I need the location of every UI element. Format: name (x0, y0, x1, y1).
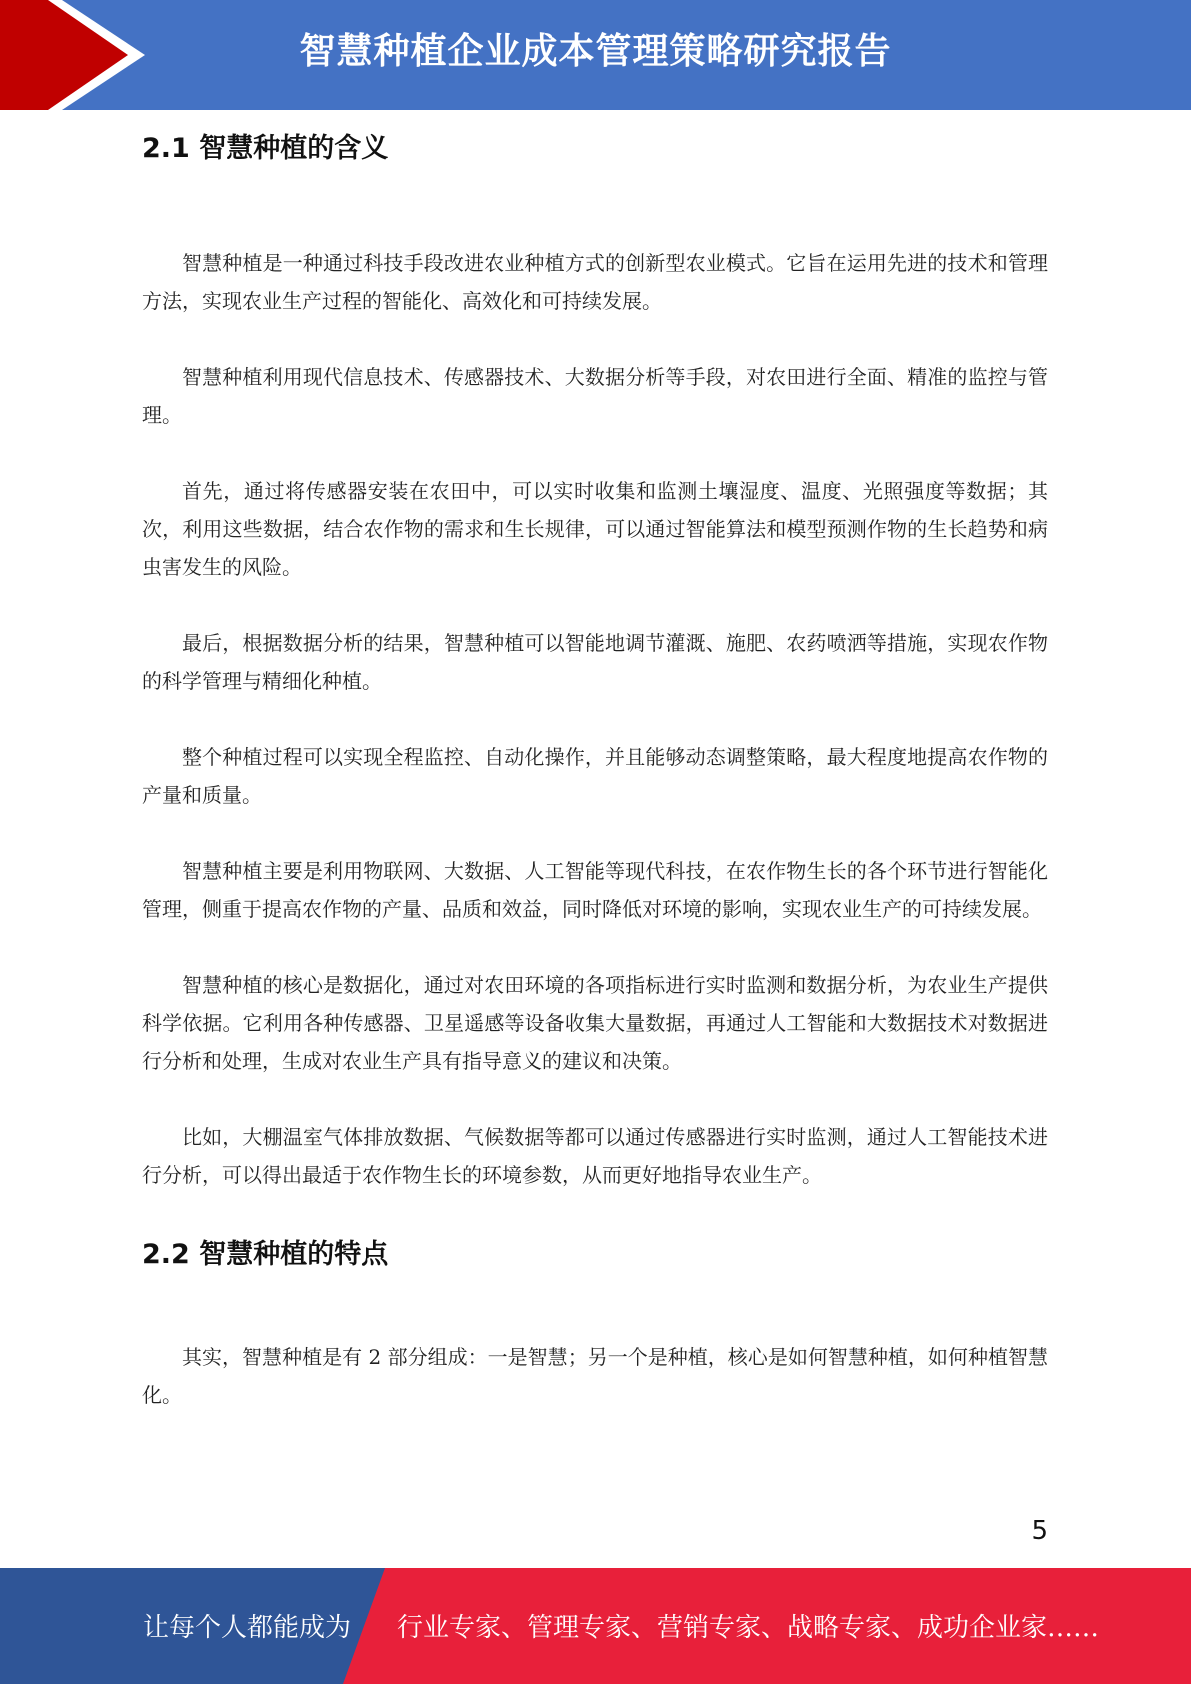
paragraph: 智慧种植主要是利用物联网、大数据、人工智能等现代科技，在农作物生长的各个环节进行智能化管理，侧重于提高农作物的产量、品质和效益，同时降低对环境的影响，实现农业生产的可持续发展。 (142, 859, 1048, 921)
paragraph: 智慧种植是一种通过科技手段改进农业种植方式的创新型农业模式。它旨在运用先进的技术和管理方法，实现农业生产过程的智能化、高效化和可持续发展。 (142, 251, 1048, 313)
page-footer (0, 1568, 1191, 1684)
paragraph: 其实，智慧种植是有 2 部分组成：一是智慧；另一个是种植，核心是如何智慧种植，如何种植智慧化。 (142, 1345, 1048, 1407)
footer-slogan-right: 行业专家、管理专家、营销专家、战略专家、成功企业家…… (397, 1613, 1100, 1643)
main-content (142, 124, 1048, 1414)
page-number: 5 (1031, 1516, 1048, 1546)
paragraph: 智慧种植的核心是数据化，通过对农田环境的各项指标进行实时监测和数据分析，为农业生产提供科学依据。它利用各种传感器、卫星遥感等设备收集大量数据，再通过人工智能和大数据技术对数据进行分析和处理，生成对农业生产具有指导意义的建议和决策。 (142, 973, 1048, 1073)
section-heading: 2.2 智慧种植的特点 (142, 1239, 389, 1270)
section-heading: 2.1 智慧种植的含义 (142, 133, 389, 164)
paragraph: 整个种植过程可以实现全程监控、自动化操作，并且能够动态调整策略，最大程度地提高农作物的产量和质量。 (142, 745, 1048, 807)
page-header (0, 0, 1191, 110)
paragraph: 最后，根据数据分析的结果，智慧种植可以智能地调节灌溉、施肥、农药喷洒等措施，实现农作物的科学管理与精细化种植。 (142, 631, 1048, 693)
paragraph: 比如，大棚温室气体排放数据、气候数据等都可以通过传感器进行实时监测，通过人工智能技术进行分析，可以得出最适于农作物生长的环境参数，从而更好地指导农业生产。 (142, 1125, 1048, 1187)
paragraph: 智慧种植利用现代信息技术、传感器技术、大数据分析等手段，对农田进行全面、精准的监控与管理。 (142, 365, 1048, 427)
footer-slogan-left: 让每个人都能成为 (143, 1613, 352, 1643)
report-title: 智慧种植企业成本管理策略研究报告 (299, 31, 892, 72)
paragraph: 首先，通过将传感器安装在农田中，可以实时收集和监测土壤湿度、温度、光照强度等数据；其次，利用这些数据，结合农作物的需求和生长规律，可以通过智能算法和模型预测作物的生长趋势和病虫害发生的风险。 (142, 479, 1048, 579)
